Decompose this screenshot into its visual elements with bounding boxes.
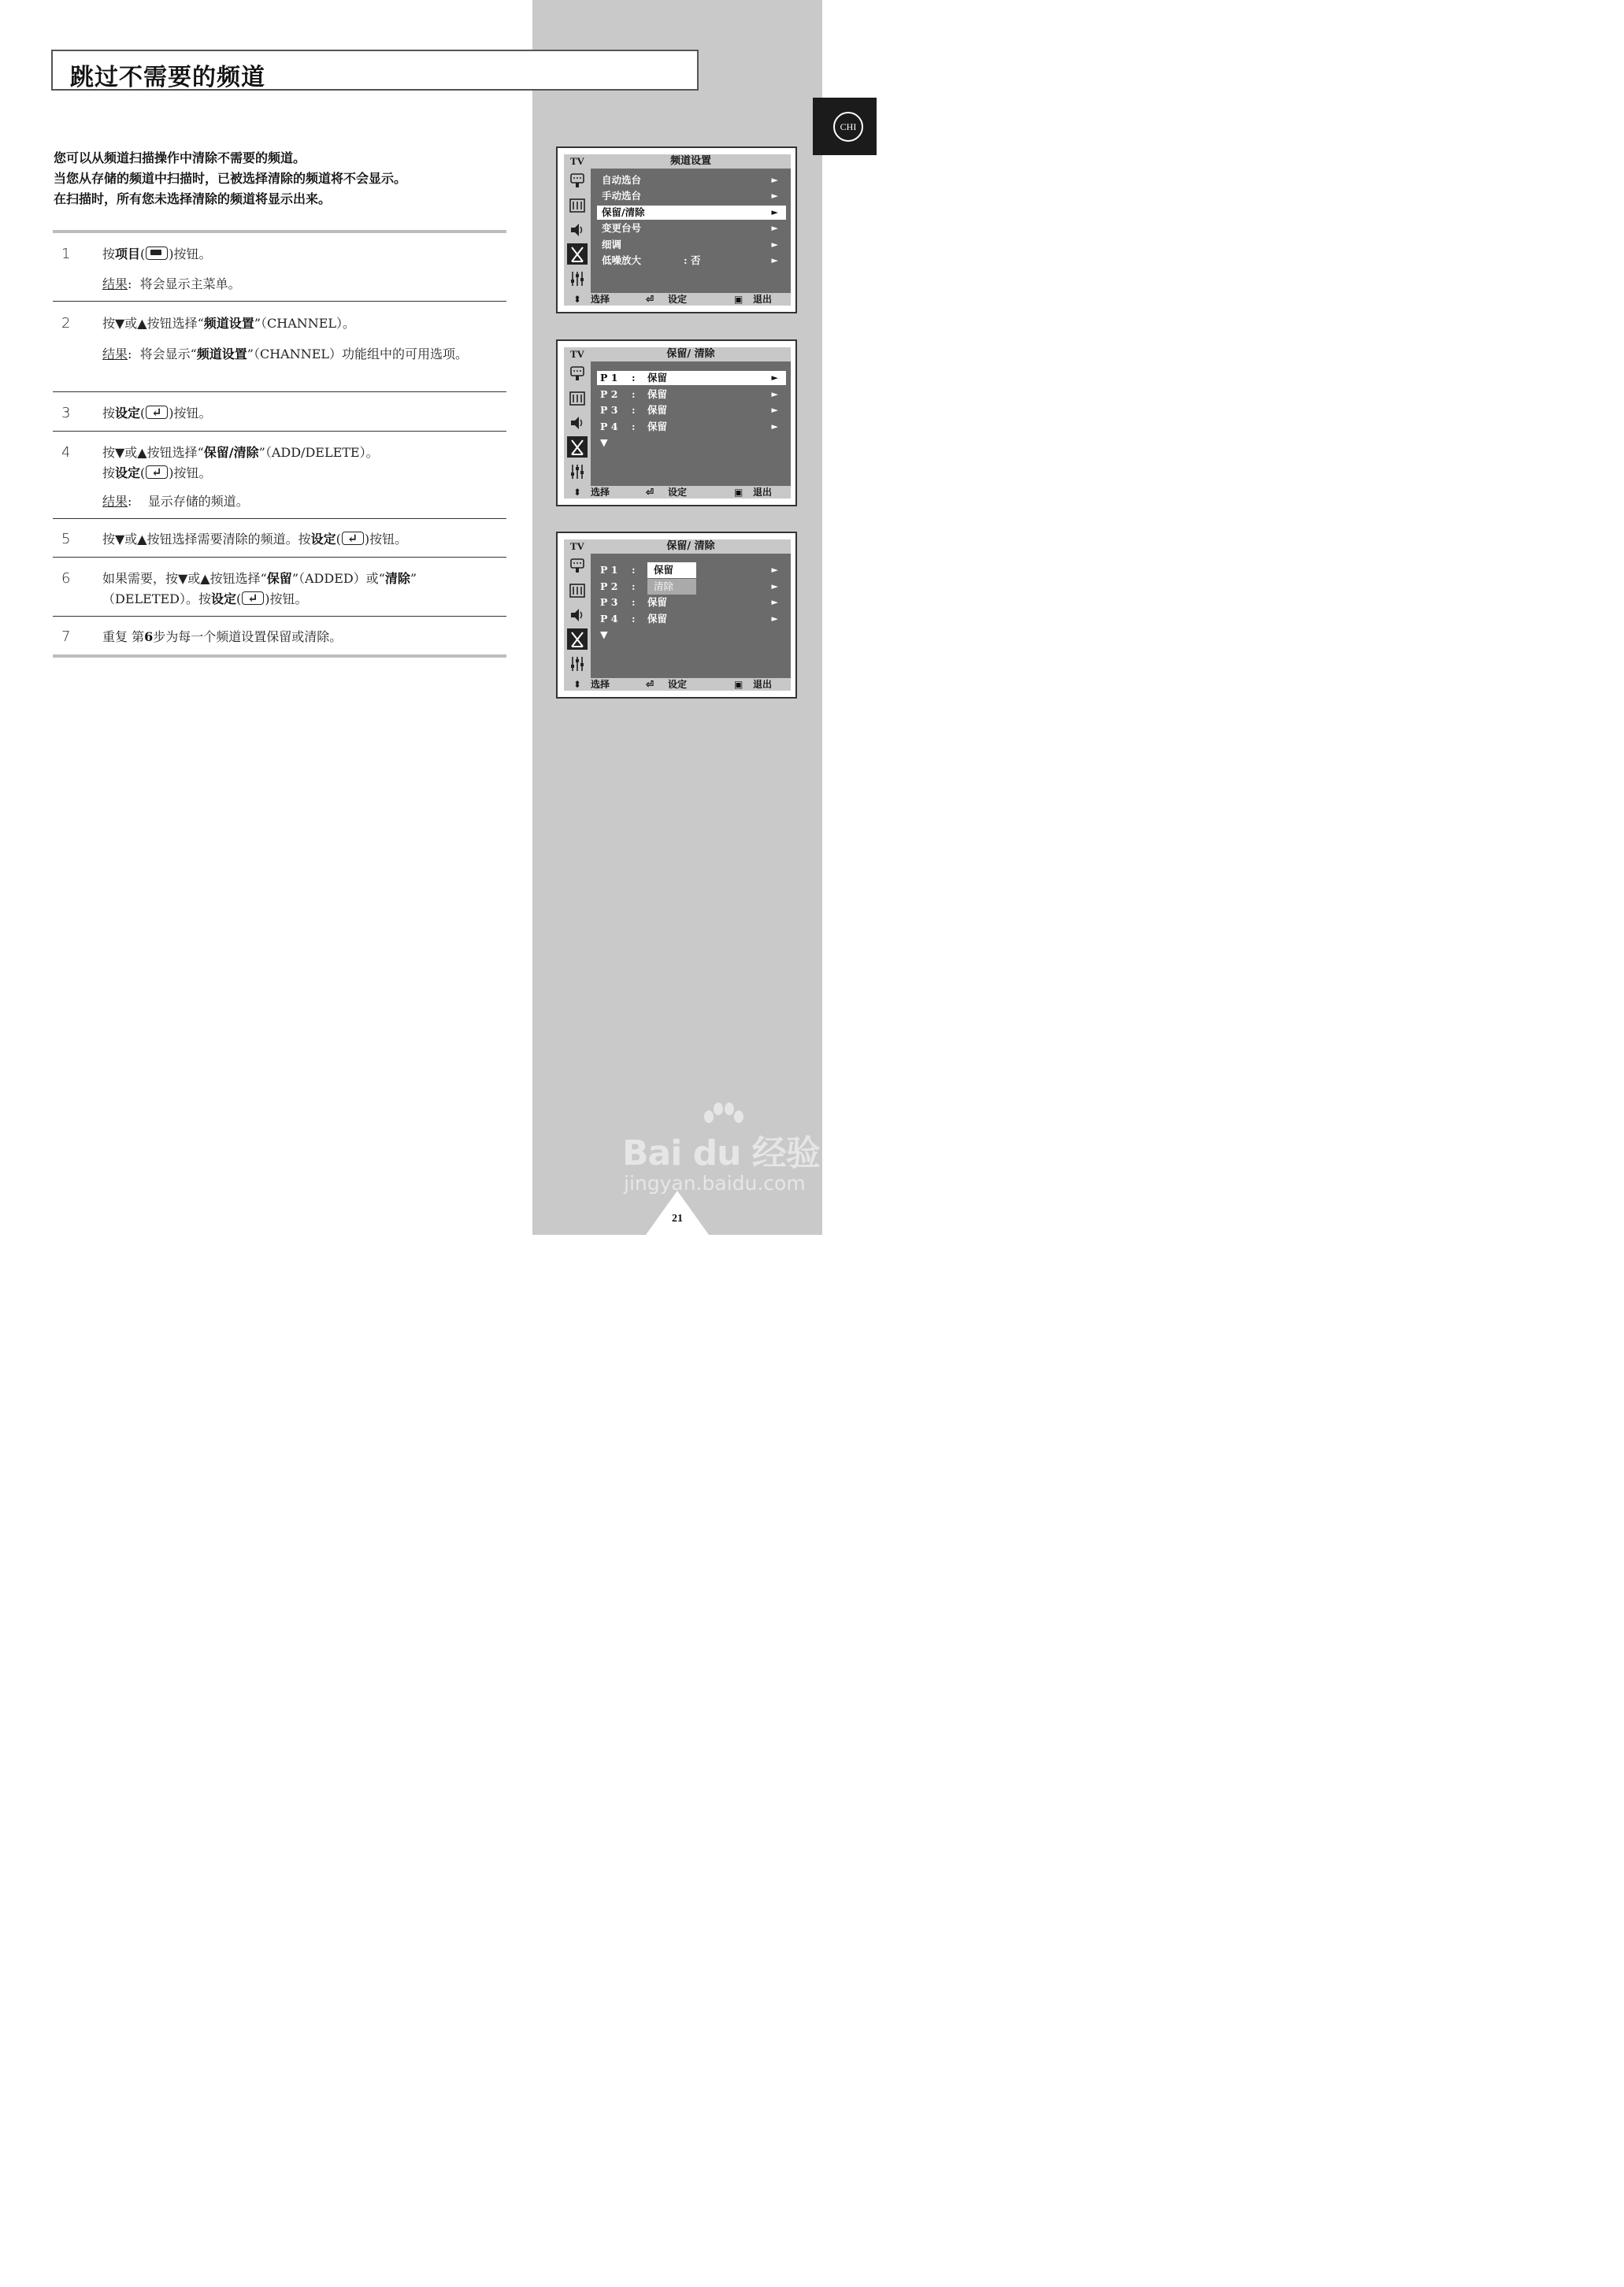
setup-sliders-icon: [567, 268, 588, 289]
channel-number: P 4: [600, 421, 618, 432]
step-text: 步为每一个频道设置保留或清除。: [153, 629, 343, 644]
step-number: 1: [61, 246, 71, 262]
channel-row[interactable]: [597, 420, 786, 434]
step-number: 7: [61, 628, 71, 645]
step-7-text: [102, 627, 504, 647]
screen-body: [564, 154, 791, 306]
separator: :: [632, 404, 636, 416]
intro-line-1: 您可以从频道扫描操作中清除不需要的频道。: [54, 150, 306, 165]
channel-status: 保留: [647, 421, 668, 432]
right-arrow-icon: ►: [771, 223, 778, 233]
channel-status: 保留: [647, 372, 668, 384]
screen-footer: [564, 293, 791, 306]
step-text: 按▼或▲按钮选择需要清除的频道。按: [102, 532, 311, 547]
footer-select: 选择: [591, 679, 610, 690]
footer-set: 设定: [668, 679, 688, 690]
more-down-row: [597, 628, 786, 642]
steps-bottom-rule: [53, 654, 506, 658]
result-text: ”（CHANNEL）功能组中的可用选项。: [247, 347, 469, 361]
separator: :: [632, 596, 636, 608]
step-text: ”（ADD/DELETE）。: [258, 445, 379, 460]
step-number: 4: [61, 444, 71, 461]
channel-number: P 4: [600, 613, 618, 625]
updown-icon: ⬍: [573, 487, 582, 498]
enter-icon: ⏎: [646, 294, 654, 305]
separator: :: [632, 580, 636, 592]
picture-icon: [567, 363, 588, 384]
picture-icon: [567, 170, 588, 191]
result-label: 结果: [102, 276, 128, 291]
key-name: 设定: [310, 532, 336, 547]
channel-list-icon: [567, 195, 588, 216]
sound-icon: [567, 412, 588, 433]
screen-title: 频道设置: [669, 155, 711, 167]
step-text: 按: [102, 406, 116, 421]
footer-select: 选择: [591, 487, 610, 498]
page-number: 21: [672, 1213, 683, 1225]
result-text: 显示存储的频道。: [147, 494, 249, 509]
menu-icon: ▣: [734, 487, 743, 498]
step-text: ”（CHANNEL）。: [254, 316, 356, 331]
page-title: 跳过不需要的频道: [70, 64, 265, 91]
key-name: 设定: [115, 465, 141, 480]
key-name: 设定: [211, 591, 237, 606]
channel-status: 保留: [647, 404, 668, 416]
result-text: 将会显示“: [139, 347, 197, 361]
paren: (: [140, 406, 146, 421]
menu-item-label: 变更台号: [602, 222, 642, 234]
menu-name: 频道设置: [196, 347, 247, 361]
separator: :: [632, 564, 636, 576]
tv-label: TV: [569, 155, 585, 167]
tv-screen-add-delete-popup: [556, 532, 797, 699]
updown-icon: ⬍: [573, 294, 582, 305]
channel-number: P 1: [600, 564, 618, 576]
sound-icon: [567, 219, 588, 240]
menu-icon: ▣: [734, 679, 743, 690]
footer-select: 选择: [591, 294, 610, 305]
channel-status: 保留: [647, 388, 668, 400]
step-text: )按钮。: [364, 532, 408, 547]
antenna-icon: [567, 436, 588, 458]
result-text: 将会显示主菜单。: [139, 276, 241, 291]
option-name: 清除: [384, 571, 410, 586]
right-arrow-icon: ►: [771, 597, 778, 607]
right-arrow-icon: ►: [771, 255, 778, 265]
paren: (: [236, 591, 242, 606]
menu-icon-column: [564, 554, 591, 678]
step-number: 6: [61, 570, 71, 587]
step-text: 如果需要，按▼或▲按钮选择“: [102, 571, 267, 586]
right-arrow-icon: ►: [771, 239, 778, 250]
separator: :: [632, 372, 636, 384]
menu-item-label: 保留/清除: [602, 206, 645, 218]
antenna-icon: [567, 243, 588, 265]
paren: (: [336, 532, 341, 547]
watermark-brand: Bai du 经验: [622, 1133, 820, 1173]
screen-title: 保留/ 清除: [666, 348, 715, 360]
channel-number: P 2: [600, 388, 618, 400]
enter-key-icon: [342, 532, 364, 545]
result-label: 结果: [102, 347, 128, 361]
channel-status: 保留: [647, 596, 668, 608]
right-arrow-icon: ►: [771, 207, 778, 217]
step-text: 重复 第: [102, 629, 145, 644]
menu-key-icon: [146, 246, 168, 260]
tv-screen-channel-setup: [556, 146, 797, 313]
screen-title: 保留/ 清除: [666, 540, 715, 552]
baidu-watermark: [622, 1103, 827, 1205]
step-4-result: 结果: 显示存储的频道。: [102, 494, 249, 509]
step-2-result: 结果: 将会显示“频道设置”（CHANNEL）功能组中的可用选项。: [102, 347, 469, 361]
footer-set: 设定: [668, 487, 688, 498]
menu-item[interactable]: [597, 189, 786, 203]
key-name: 设定: [115, 406, 141, 421]
channel-list-icon: [567, 387, 588, 409]
menu-name: 保留/清除: [203, 445, 259, 460]
down-arrow-icon: ▼: [600, 436, 608, 448]
menu-item-label: 自动选台: [602, 174, 642, 186]
channel-number: P 2: [600, 580, 618, 592]
step-5-text: [102, 529, 504, 550]
step-text: )按钮。: [169, 246, 212, 261]
enter-key-icon: [146, 465, 168, 479]
intro-text: [54, 148, 406, 209]
menu-icon: ▣: [734, 294, 743, 305]
enter-key-icon: [242, 591, 264, 605]
paren: (: [140, 465, 146, 480]
step-ref: 6: [144, 629, 154, 644]
menu-item[interactable]: [597, 238, 786, 252]
channel-list-icon: [567, 580, 588, 601]
menu-item-selected[interactable]: [597, 206, 786, 220]
more-down-row: [597, 436, 786, 450]
menu-item-value: : 否: [684, 254, 701, 266]
step-1-result: 结果: 将会显示主菜单。: [102, 276, 241, 291]
updown-icon: ⬍: [573, 679, 582, 690]
right-arrow-icon: ►: [771, 421, 778, 432]
step-2-text: [102, 313, 504, 334]
picture-icon: [567, 555, 588, 576]
right-arrow-icon: ►: [771, 405, 778, 415]
title-box: [51, 50, 699, 91]
channel-row[interactable]: [597, 612, 786, 626]
menu-item[interactable]: [597, 254, 786, 268]
step-text: 按: [102, 246, 116, 261]
separator: :: [632, 421, 636, 432]
channel-row[interactable]: [597, 595, 786, 610]
footer-exit: 退出: [753, 487, 773, 498]
separator: :: [632, 388, 636, 400]
step-divider: [53, 518, 506, 519]
language-badge: CHI: [833, 112, 863, 142]
screen-footer: [564, 486, 791, 499]
footer-set: 设定: [668, 294, 688, 305]
popup-option-deleted[interactable]: 清除: [647, 579, 696, 595]
antenna-icon: [567, 628, 588, 650]
menu-icon-column: [564, 169, 591, 293]
channel-number: P 3: [600, 404, 618, 416]
tv-screen-add-delete: [556, 339, 797, 506]
sound-icon: [567, 604, 588, 625]
steps-top-rule: [53, 230, 506, 233]
step-divider: [53, 557, 506, 558]
result-label: 结果: [102, 494, 128, 509]
step-text: )按钮。: [169, 406, 212, 421]
step-4-text: [102, 443, 504, 484]
step-divider: [53, 616, 506, 617]
setup-sliders-icon: [567, 653, 588, 674]
step-text: 按: [102, 465, 116, 480]
enter-icon: ⏎: [646, 487, 654, 498]
channel-number: P 3: [600, 596, 618, 608]
tv-label: TV: [569, 540, 585, 552]
right-arrow-icon: ►: [771, 373, 778, 383]
enter-icon: ⏎: [646, 679, 654, 690]
key-name: 项目: [115, 246, 141, 261]
right-arrow-icon: ►: [771, 389, 778, 399]
right-arrow-icon: ►: [771, 175, 778, 185]
tv-label: TV: [569, 348, 585, 360]
channel-status: 保留: [647, 613, 668, 625]
screen-body: [564, 347, 791, 499]
channel-number: P 1: [600, 372, 618, 384]
right-arrow-icon: ►: [771, 565, 778, 575]
menu-item-label: 细调: [602, 239, 622, 250]
paren: (: [140, 246, 146, 261]
step-text: )按钮。: [265, 591, 308, 606]
step-divider: [53, 391, 506, 392]
step-1-text: [102, 244, 504, 265]
footer-exit: 退出: [753, 679, 773, 690]
step-text: 按▼或▲按钮选择“: [102, 316, 204, 331]
channel-row[interactable]: [597, 387, 786, 402]
step-number: 3: [61, 405, 71, 421]
step-text: （DELETED）。按: [102, 591, 211, 606]
step-3-text: [102, 403, 504, 424]
separator: :: [632, 613, 636, 625]
menu-item-label: 手动选台: [602, 190, 642, 202]
menu-name: 频道设置: [203, 316, 254, 331]
menu-item-label: 低噪放大: [602, 254, 642, 266]
step-text: ”: [410, 571, 417, 586]
setup-sliders-icon: [567, 461, 588, 482]
option-name: 保留: [266, 571, 292, 586]
right-arrow-icon: ►: [771, 613, 778, 624]
intro-line-2: 当您从存储的频道中扫描时，已被选择清除的频道将不会显示。: [54, 171, 407, 186]
menu-item[interactable]: [597, 173, 786, 187]
popup-option-added[interactable]: 保留: [647, 562, 696, 578]
channel-row-selected[interactable]: [597, 371, 786, 385]
right-arrow-icon: ►: [771, 191, 778, 201]
step-text: ”（ADDED）或“: [291, 571, 385, 586]
down-arrow-icon: ▼: [600, 628, 608, 640]
step-6-text: [102, 569, 504, 610]
step-divider: [53, 431, 506, 432]
step-divider: [53, 301, 506, 302]
menu-item[interactable]: [597, 221, 786, 235]
step-number: 2: [61, 315, 71, 332]
right-arrow-icon: ►: [771, 581, 778, 591]
watermark-url: jingyan.baidu.com: [624, 1172, 806, 1195]
screen-footer: [564, 678, 791, 691]
enter-key-icon: [146, 406, 168, 419]
menu-icon-column: [564, 361, 591, 486]
step-text: )按钮。: [169, 465, 212, 480]
footer-exit: 退出: [753, 294, 773, 305]
step-text: 按▼或▲按钮选择“: [102, 445, 204, 460]
intro-line-3: 在扫描时，所有您未选择清除的频道将显示出来。: [54, 191, 332, 206]
channel-row[interactable]: [597, 403, 786, 417]
step-number: 5: [61, 531, 71, 547]
